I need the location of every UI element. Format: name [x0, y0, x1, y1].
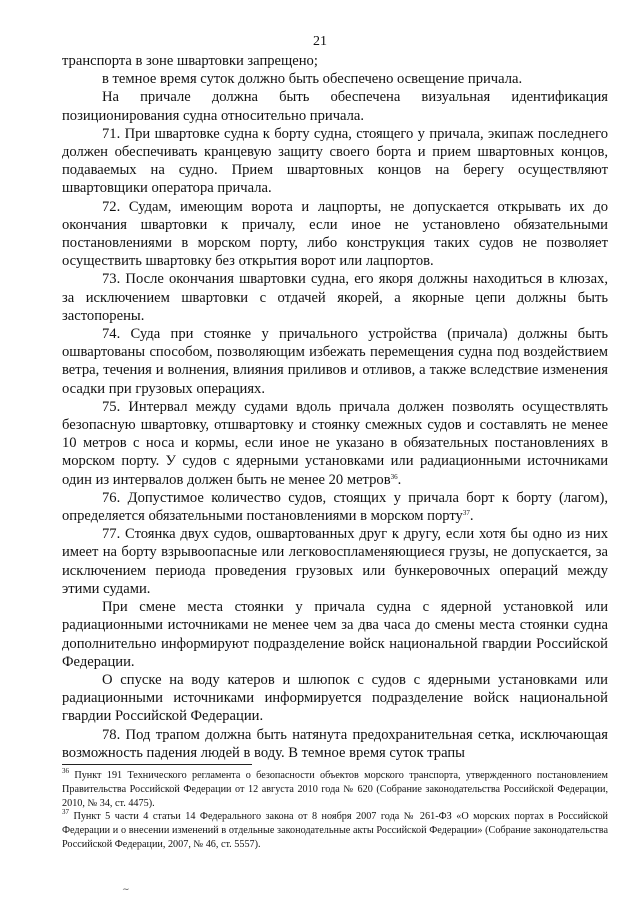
- paragraph-77: 77. Стоянка двух судов, ошвартованных друг к другу, если хотя бы одно из них имеет на борту взрывоопасные или легковоспламеняющиеся грузы, не допускается, за исключением периода проведения грузовых или бункеровочных операций между этими судами.: [62, 526, 608, 597]
- paragraph-75-text: 75. Интервал между судами вдоль причала должен позволять осуществлять безопасную швартовку, отшвартовку и стоянку смежных судов и составлять не менее 10 метров с носа и кормы, если иное не указано в обязательных постановлениях в морском порту. У судов с ядерными установками или радиационными источниками один из интервалов должен быть не менее 20 метров: [62, 398, 608, 488]
- footnote-37: [62, 810, 608, 851]
- paragraph-75: 75. Интервал между судами вдоль причала должен позволять осуществлять безопасную швартовку, отшвартовку и стоянку смежных судов и составлять не менее 10 метров с носа и кормы, если иное не указано в обязательных постановлениях в морском порту. У судов с ядерными установками или радиационными источниками один из интервалов должен быть не менее 20 метров$^{36}$.: [62, 398, 608, 488]
- footnote-36: [62, 769, 608, 810]
- footnotes: [62, 769, 608, 852]
- footnote-divider: [62, 764, 252, 765]
- paragraph-76-text: 76. Допустимое количество судов, стоящих у причала борт к борту (лагом), определяется обязательными постановлениями в морском порту: [62, 489, 608, 525]
- page-number: 21: [313, 34, 327, 49]
- bottom-mark: ∼: [122, 884, 130, 894]
- paragraph-boat-launch: О спуске на воду катеров и шлюпок с судов с ядерными установками или радиационными источниками информируется подразделение войск национальной гвардии Российской Федерации.: [62, 671, 608, 725]
- paragraph-72: 72. Судам, имеющим ворота и лацпорты, не допускается открывать их до окончания швартовки к причалу, если иное не установлено обязательными постановлениями в морском порту, либо конструкция таких судов не позволяет осуществить швартовку без открытия ворот или лацпортов.: [62, 198, 608, 270]
- footnote-36-text: Пункт 191 Технического регламента о безопасности объектов морского транспорта, утвержденного постановлением Правительства Российской Федерации от 12 августа 2010 года № 620 (Собрание законодательства Российской Федерации, 2010, № 34, ст. 4475).: [62, 770, 608, 809]
- footnote-37-text: Пункт 5 части 4 статьи 14 Федерального закона от 8 ноября 2007 года № 261-ФЗ «О морских портах в Российской Федерации и о внесении изменений в отдельные законодательные акты Российской Федерации» (Собрание законодательства Российской Федерации, 2007, № 46, ст. 5557).: [62, 811, 608, 850]
- footnote-number-37: 37: [62, 808, 69, 817]
- paragraph-74: 74. Суда при стоянке у причального устройства (причала) должны быть ошвартованы способом, позволяющим избежать перемещения судна под воздействием ветра, течения и волнения, влияния приливов и отливов, а также вследствие изменения осадки при грузовых операциях.: [62, 326, 608, 397]
- footnote-number-36: 36: [62, 767, 69, 775]
- paragraph-intro-continuation: транспорта в зоне швартовки запрещено;: [62, 53, 318, 69]
- paragraph-78: 78. Под трапом должна быть натянута предохранительная сетка, исключающая возможность падения людей в воду. В темное время суток трапы: [62, 726, 608, 761]
- body-text: [62, 52, 608, 762]
- paragraph-relocation: При смене места стоянки у причала судна с ядерной установкой или радиационными источниками не менее чем за два часа до смены места стоянки судна дополнительно информируют подразделение войск национальной гвардии Российской Федерации.: [62, 599, 608, 670]
- paragraph-lighting: в темное время суток должно быть обеспечено освещение причала.: [102, 71, 523, 88]
- paragraph-identification: На причале должна быть обеспечена визуальная идентификация позиционирования судна относительно причала.: [62, 89, 608, 124]
- paragraph-71: 71. При швартовке судна к борту судна, стоящего у причала, экипаж последнего должен обеспечивать кранцевую защиту своего борта и прием швартовных концов, подаваемых на судно. Прием швартовных концов на берегу осуществляют швартовщики оператора причала.: [62, 125, 608, 197]
- paragraph-73: 73. После окончания швартовки судна, его якоря должны находиться в клюзах, за исключением швартовки с отдачей якорей, а якорные цепи должны быть застопорены.: [62, 271, 608, 324]
- footnote-ref-36: 36: [390, 472, 398, 481]
- paragraph-76: 76. Допустимое количество судов, стоящих у причала борт к борту (лагом), определяется обязательными постановлениями в морском порту$^{37}$.: [62, 489, 608, 525]
- footnote-ref-37: 37: [462, 509, 470, 518]
